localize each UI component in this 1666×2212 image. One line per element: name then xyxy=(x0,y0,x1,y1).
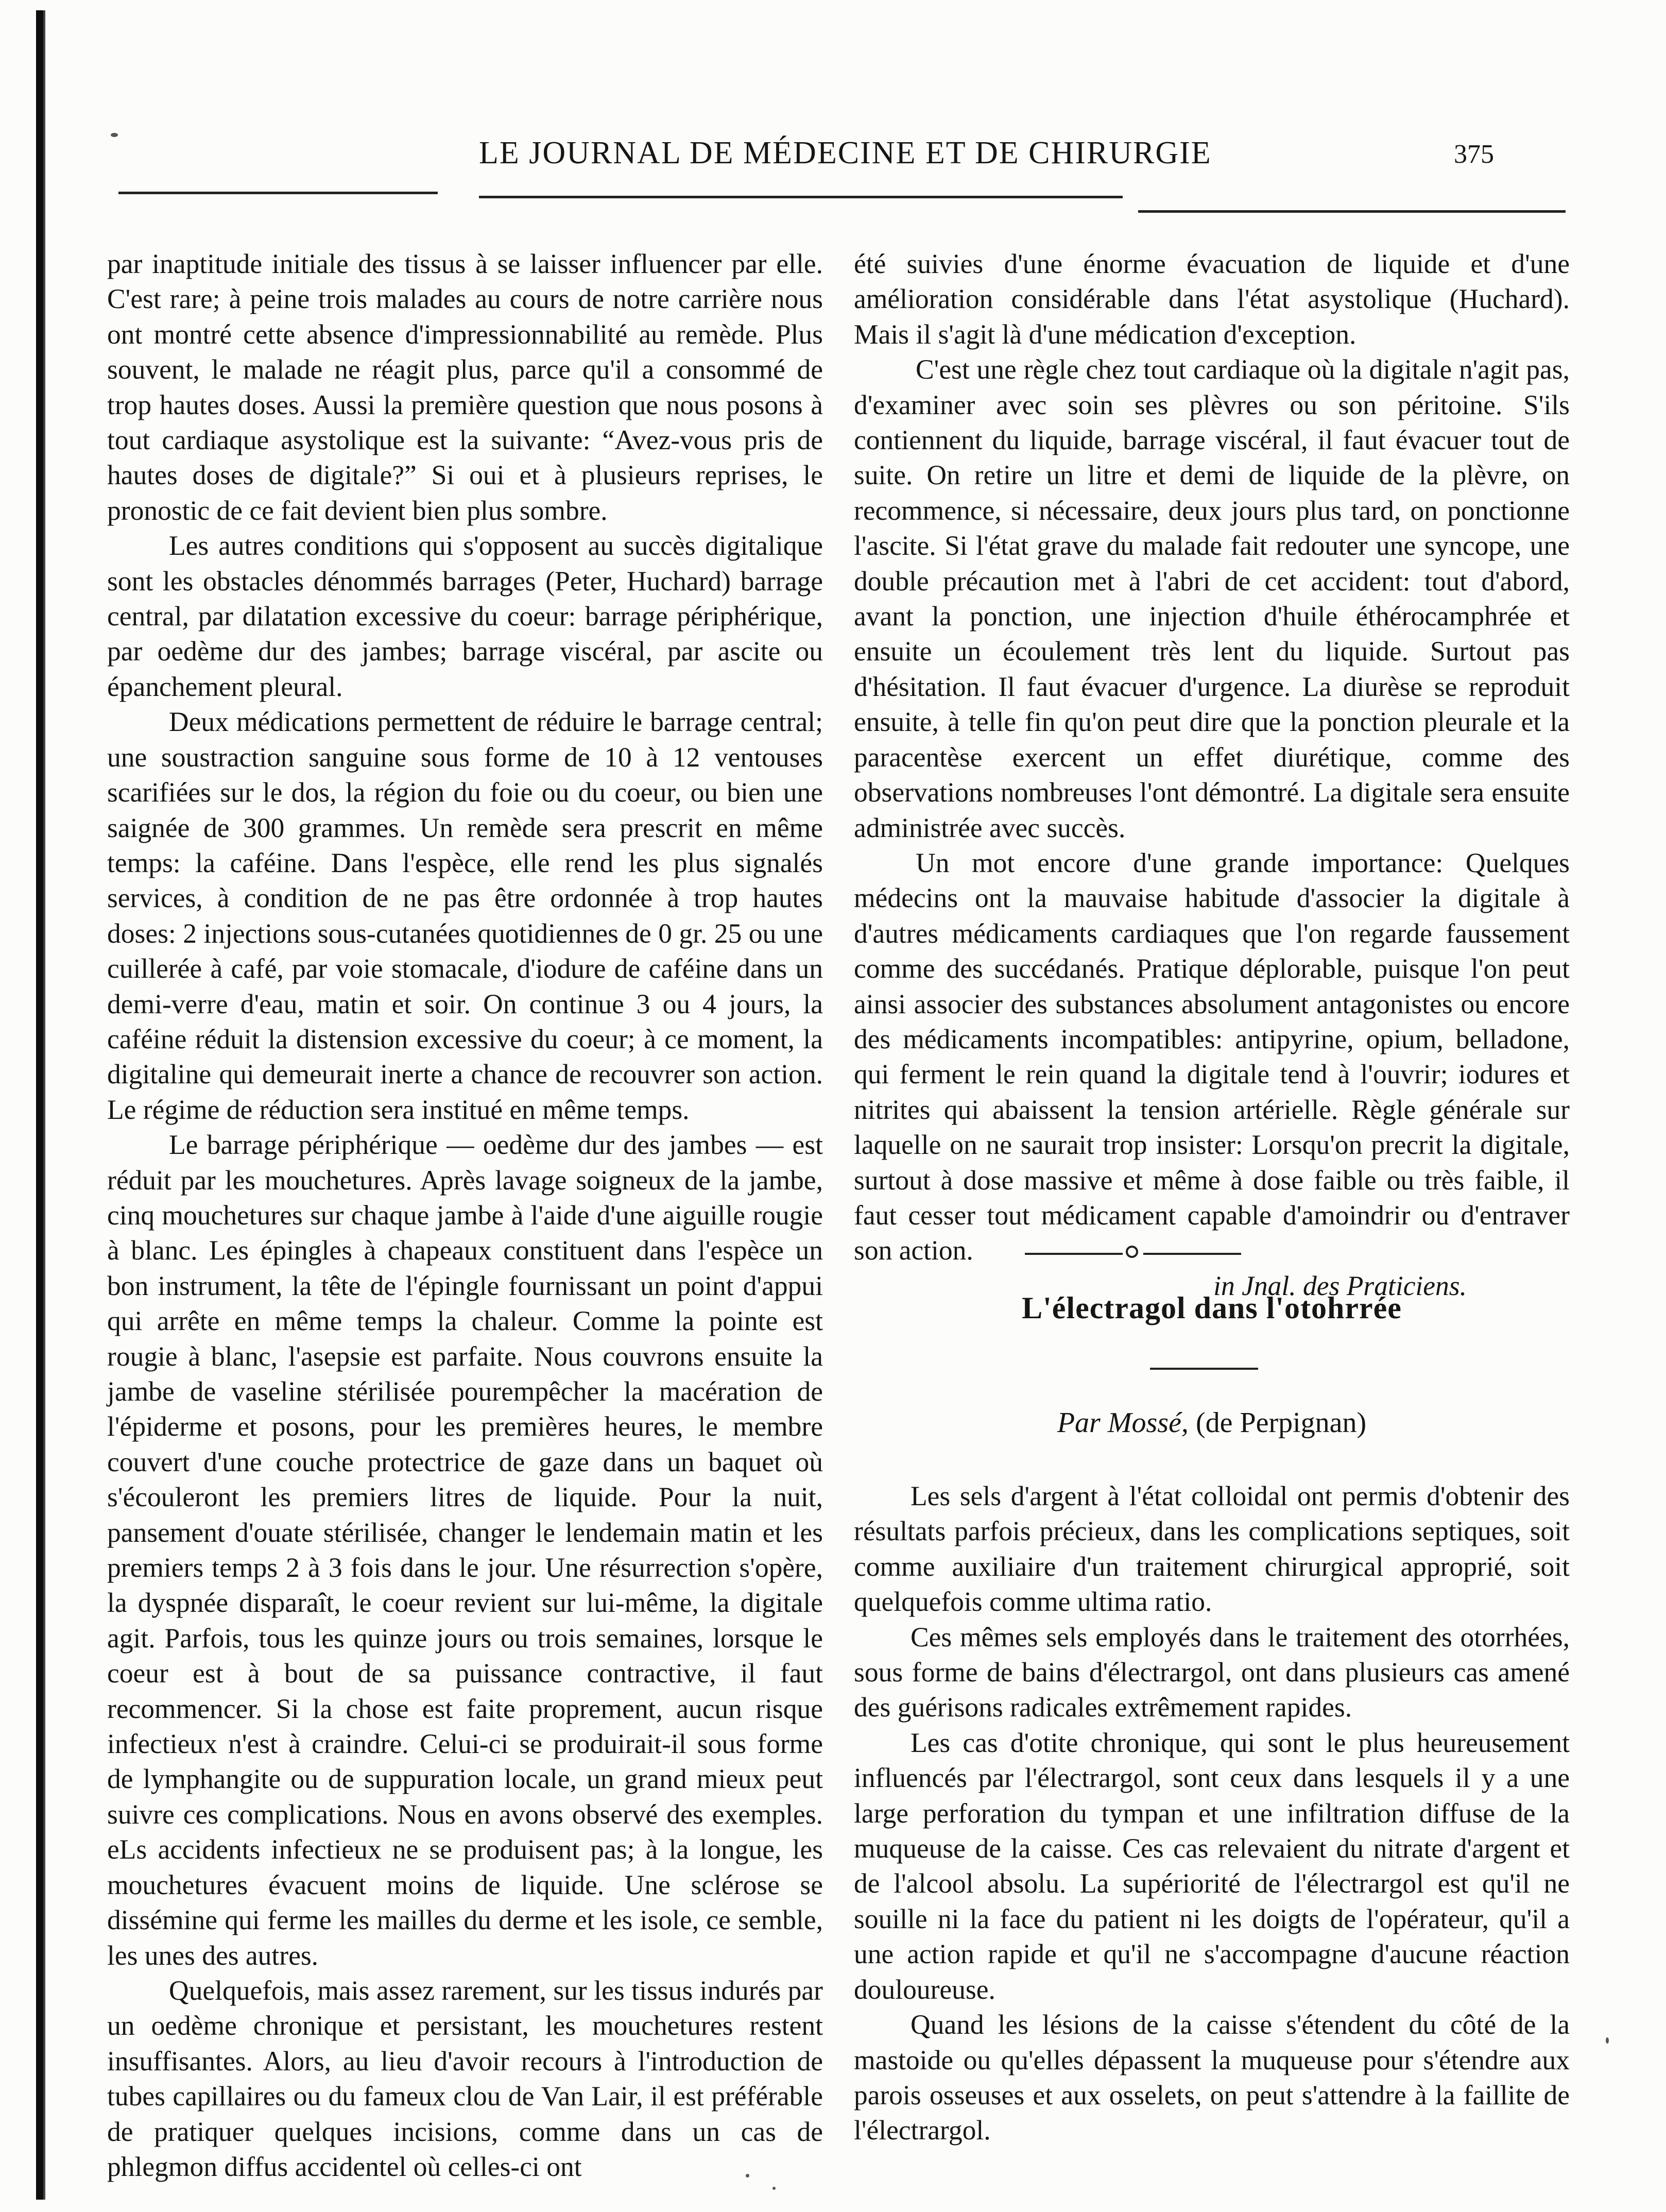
byline-author: Par Mossé, xyxy=(1057,1407,1189,1439)
print-speck xyxy=(111,133,118,137)
print-speck xyxy=(1606,2037,1609,2044)
title-rule xyxy=(1150,1368,1258,1370)
paragraph: Un mot encore d'une grande importance: Quelques médecins ont la mauvaise habitude d'associer la digitale à d'autres médicaments cardiaques que l'on regarde faussement comme des succédanés. Pratique déplorable, puisque l'on peut ainsi associer des substances absolument antagonistes ou encore des médicaments incompatibles: antipyrine, opium, belladone, qui ferment le rein quand la digitale tend à l'ouvrir; iodures et nitrites qui abaissent la tension artérielle. Règle générale sur laquelle on ne saurait trop insister: Lorsqu'on precrit la digitale, surtout à dose massive et même à dose faible ou très faible, il faut cesser tout médicament capable d'amoindrir ou d'entraver son action. xyxy=(854,847,1570,1266)
paragraph: Ces mêmes sels employés dans le traitement des otorrhées, sous forme de bains d'électrargol, ont dans plusieurs cas amené des guérisons radicales extrêmement rapides. xyxy=(854,1621,1570,1723)
paragraph: Les cas d'otite chronique, qui sont le plus heureusement influencés par l'électrargol, sont ceux dans lesquels il y a une large perforation du tympan et une infiltration diffuse de la muqueuse de la caisse. Ces cas relevaient du nitrate d'argent et de l'alcool absolu. La supériorité de l'électrargol est qu'il ne souille ni la face du patient ni les doigts de l'opérateur, qu'il a une action rapide et qu'il ne s'accompagne d'aucune réaction douloureuse. xyxy=(854,1727,1570,2005)
paragraph: Quelquefois, mais assez rarement, sur les tissus indurés par un oedème chronique et persistant, les mouchetures restent insuffisantes. Alors, au lieu d'avoir recours à l'introduction de tubes capillaires ou du fameux clou de Van Lair, il est préférable de pratiquer quelques incisions, comme dans un cas de phlegmon diffus accidentel où celles-ci ont xyxy=(107,1975,823,2182)
print-speck xyxy=(746,2174,749,2177)
right-column xyxy=(854,246,1570,1303)
paragraph: Quand les lésions de la caisse s'étendent du côté de la mastoide ou qu'elles dépassent la muqueuse pour s'étendre aux parois osseuses et aux osselets, on peut s'attendre à la faillite de l'électrargol. xyxy=(854,2009,1570,2146)
paragraph: Les sels d'argent à l'état colloidal ont permis d'obtenir des résultats parfois précieux, dans les complications septiques, soit comme auxiliaire d'un traitement chirurgical approprié, soit quelquefois comme ultima ratio. xyxy=(854,1481,1570,1618)
article-byline xyxy=(854,1406,1570,1439)
header-rule-right xyxy=(1138,210,1566,213)
paragraph: par inaptitude initiale des tissus à se laisser influencer par elle. C'est rare; à peine trois malades au cours de notre carrière nous ont montré cette absence d'impressionnabilité au remède. Plus souvent, le malade ne réagit plus, parce qu'il a consommé de trop hautes doses. Aussi la première question que nous posons à tout cardiaque asystolique est la suivante: “Avez-vous pris de hautes doses de digitale?” Si oui et à plusieurs reprises, le pronostic de ce fait devient bien plus sombre. xyxy=(107,248,823,526)
paragraph: été suivies d'une énorme évacuation de liquide et d'une amélioration considérable dans l'état asystolique (Huchard). Mais il s'agit là d'une médication d'exception. xyxy=(854,248,1570,350)
paragraph: Le barrage périphérique — oedème dur des jambes — est réduit par les mouchetures. Après lavage soigneux de la jambe, cinq mouchetures sur chaque jambe à l'aide d'une aiguille rougie à blanc. Les épingles à chapeaux constituent dans l'espèce un bon instrument, la tête de l'épingle fournissant un point d'appui qui arrête en même temps la chaleur. Comme la pointe est rougie à blanc, l'asepsie est parfaite. Nous couvrons ensuite la jambe de vaseline stérilisée pourempêcher la macération de l'épiderme et posons, pour les premières heures, le membre couvert d'une couche protectrice de gaze dans un baquet où s'écouleront les premiers litres de liquide. Pour la nuit, pansement d'ouate stérilisée, changer le lendemain matin et les premiers temps 2 à 3 fois dans le jour. Une résurrection s'opère, la dyspnée disparaît, le coeur revient sur lui-même, la digitale agit. Parfois, tous les quinze jours ou trois semaines, lorsque le coeur est à bout de sa puissance contractive, il faut recommencer. Si la chose est faite proprement, aucun risque infectieux n'est à craindre. Celui-ci se produirait-il sous forme de lymphangite ou de suppuration locale, un grand mieux peut suivre ces complications. Nous en avons observé des exemples. eLs accidents infectieux ne se produisent pas; à la longue, les mouchetures évacuent moins de liquide. Une sclérose se dissémine qui ferme les mailles du derme et les isole, ce semble, les unes des autres. xyxy=(107,1129,823,1971)
paragraph: Les autres conditions qui s'opposent au succès digitalique sont les obstacles dénommés barrages (Peter, Huchard) barrage central, par dilatation excessive du coeur: barrage périphérique, par oedème dur des jambes; barrage viscéral, par ascite ou épanchement pleural. xyxy=(107,530,823,702)
source-citation: in Jnal. des Praticiens. xyxy=(1213,1270,1467,1301)
article-title: L'électragol dans l'otohrrée xyxy=(1022,1291,1402,1325)
paragraph: Deux médications permettent de réduire le barrage central; une soustraction sanguine sous forme de 10 à 12 ventouses scarifiées sur le dos, la région du foie ou du coeur, ou bien une saignée de 300 grammes. Un remède sera prescrit en même temps: la caféine. Dans l'espèce, elle rend les plus signalés services, à condition de ne pas être ordonnée à trop hautes doses: 2 injections sous-cutanées quotidiennes de 0 gr. 25 ou une cuillerée à café, par voie stomacale, d'iodure de caféine dans un demi-verre d'eau, matin et soir. On continue 3 ou 4 jours, la caféine réduit la distension excessive du coeur; à ce moment, la digitaline qui demeurait inerte a chance de recouvrer son action. Le régime de réduction sera institué en même temps. xyxy=(107,706,823,1125)
running-header-title: LE JOURNAL DE MÉDECINE ET DE CHIRURGIE xyxy=(479,135,1212,171)
header-rule-left xyxy=(118,192,438,194)
header-rule-middle xyxy=(479,196,1123,198)
binding-edge xyxy=(36,10,51,2200)
article-body xyxy=(854,1478,1570,2148)
page-number: 375 xyxy=(1454,140,1494,169)
section-divider-ornament xyxy=(1025,1244,1241,1264)
left-column xyxy=(107,246,823,2184)
paragraph: C'est une règle chez tout cardiaque où la digitale n'agit pas, d'examiner avec soin ses plèvres ou son péritoine. S'ils contiennent du liquide, barrage viscéral, il faut évacuer tout de suite. On retire un litre et demi de liquide de la plèvre, on recommence, si nécessaire, deux jours plus tard, on ponctionne l'ascite. Si l'état grave du malade fait redouter une syncope, une double précaution met à l'abri de cet accident: tout d'abord, avant la ponction, une injection d'huile éthérocamphrée et ensuite un écoulement très lent du liquide. Surtout pas d'hésitation. Il faut évacuer d'urgence. La diurèse se reproduit ensuite, à telle fin qu'on peut dire que la ponction pleurale et la paracentèse exercent un effet diurétique, comme des observations nombreuses l'ont démontré. La digitale sera ensuite administrée avec succès. xyxy=(854,354,1570,843)
byline-place: (de Perpignan) xyxy=(1195,1407,1367,1439)
print-speck xyxy=(772,2187,776,2190)
